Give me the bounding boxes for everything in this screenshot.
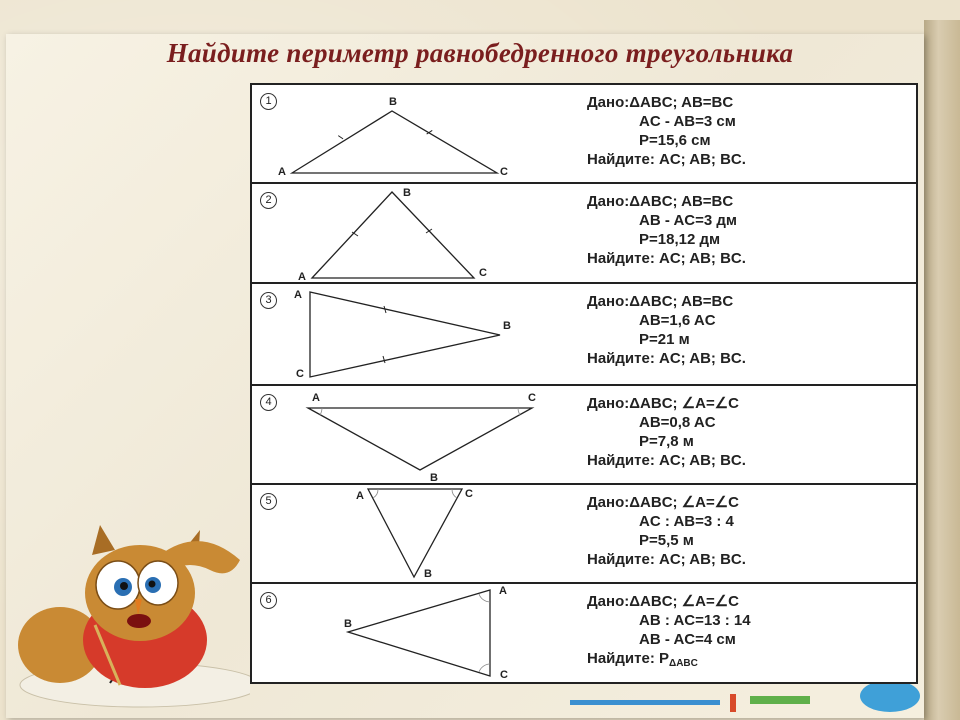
find-line bbox=[587, 649, 751, 673]
task-row-5 bbox=[252, 485, 916, 584]
vertex-label-b: B bbox=[403, 187, 411, 199]
given-line: Дано:ΔABC; AB=BC bbox=[587, 94, 734, 111]
given-line: Дано:ΔABC; AB=BC bbox=[587, 293, 734, 310]
given-line: Дано:ΔABC; ∠A=∠C bbox=[587, 494, 740, 511]
task-number: 3 bbox=[260, 292, 277, 309]
triangle-figure-4 bbox=[252, 386, 582, 485]
given-block bbox=[587, 192, 746, 268]
find-line: Найдите: AC; AB; BC. bbox=[587, 551, 746, 568]
task-row-4 bbox=[252, 386, 916, 485]
task-row-2 bbox=[252, 184, 916, 284]
find-subscript: ΔABC bbox=[669, 658, 698, 669]
find-line: Найдите: AC; AB; BC. bbox=[587, 350, 746, 367]
vertex-label-a: A bbox=[298, 271, 306, 283]
triangle-figure-5 bbox=[252, 485, 582, 584]
given-block bbox=[587, 394, 746, 470]
find-label: Найдите: P bbox=[587, 650, 669, 667]
vertex-label-b: B bbox=[430, 472, 438, 484]
vertex-label-c: C bbox=[500, 669, 508, 681]
triangle-figure-3 bbox=[252, 284, 582, 386]
task-row-1 bbox=[252, 85, 916, 184]
condition-line: AB : AC=13 : 14 bbox=[639, 612, 751, 629]
task-table bbox=[250, 83, 918, 684]
vertex-label-c: C bbox=[528, 392, 536, 404]
given-block bbox=[587, 292, 746, 368]
vertex-label-a: A bbox=[278, 166, 286, 178]
triangle-figure-2 bbox=[252, 184, 582, 284]
condition-line: AB=1,6 AC bbox=[639, 312, 716, 329]
page-title: Найдите периметр равнобедренного треугольника bbox=[166, 38, 794, 68]
vertex-label-c: C bbox=[296, 368, 304, 380]
task-number: 6 bbox=[260, 592, 277, 609]
given-block bbox=[587, 493, 746, 569]
perimeter-line: P=21 м bbox=[639, 331, 690, 348]
perimeter-line: P=5,5 м bbox=[639, 532, 694, 549]
task-number: 1 bbox=[260, 93, 277, 110]
task-number: 5 bbox=[260, 493, 277, 510]
given-line: Дано:ΔABC; ∠A=∠C bbox=[587, 593, 740, 610]
vertex-label-b: B bbox=[389, 96, 397, 108]
vertex-label-a: A bbox=[356, 490, 364, 502]
vertex-label-b: B bbox=[424, 568, 432, 580]
vertex-label-b: B bbox=[503, 320, 511, 332]
vertex-label-c: C bbox=[465, 488, 473, 500]
given-block bbox=[587, 592, 751, 673]
perimeter-line: P=18,12 дм bbox=[639, 231, 721, 248]
condition-line: AC : AB=3 : 4 bbox=[639, 513, 734, 530]
find-line: Найдите: AC; AB; BC. bbox=[587, 250, 746, 267]
given-line: Дано:ΔABC; ∠A=∠C bbox=[587, 395, 740, 412]
paper-edge bbox=[924, 20, 960, 720]
vertex-label-b: B bbox=[344, 618, 352, 630]
difference-line: AB - AC=4 см bbox=[639, 631, 736, 648]
vertex-label-a: A bbox=[499, 585, 507, 597]
task-number: 4 bbox=[260, 394, 277, 411]
given-block bbox=[587, 93, 746, 169]
task-row-3 bbox=[252, 284, 916, 386]
given-line: Дано:ΔABC; AB=BC bbox=[587, 193, 734, 210]
triangle-figure-1 bbox=[252, 85, 582, 184]
condition-line: AB=0,8 AC bbox=[639, 414, 716, 431]
perimeter-line: P=7,8 м bbox=[639, 433, 694, 450]
pencils-decoration bbox=[560, 684, 920, 720]
triangle-figure-6 bbox=[252, 584, 582, 682]
owl-illustration bbox=[0, 515, 250, 720]
vertex-label-c: C bbox=[500, 166, 508, 178]
perimeter-line: P=15,6 см bbox=[639, 132, 711, 149]
task-row-6 bbox=[252, 584, 916, 682]
vertex-label-a: A bbox=[312, 392, 320, 404]
find-line: Найдите: AC; AB; BC. bbox=[587, 151, 746, 168]
vertex-label-c: C bbox=[479, 267, 487, 279]
condition-line: AB - AC=3 дм bbox=[639, 212, 737, 229]
find-line: Найдите: AC; AB; BC. bbox=[587, 452, 746, 469]
condition-line: AC - AB=3 см bbox=[639, 113, 736, 130]
vertex-label-a: A bbox=[294, 289, 302, 301]
task-number: 2 bbox=[260, 192, 277, 209]
